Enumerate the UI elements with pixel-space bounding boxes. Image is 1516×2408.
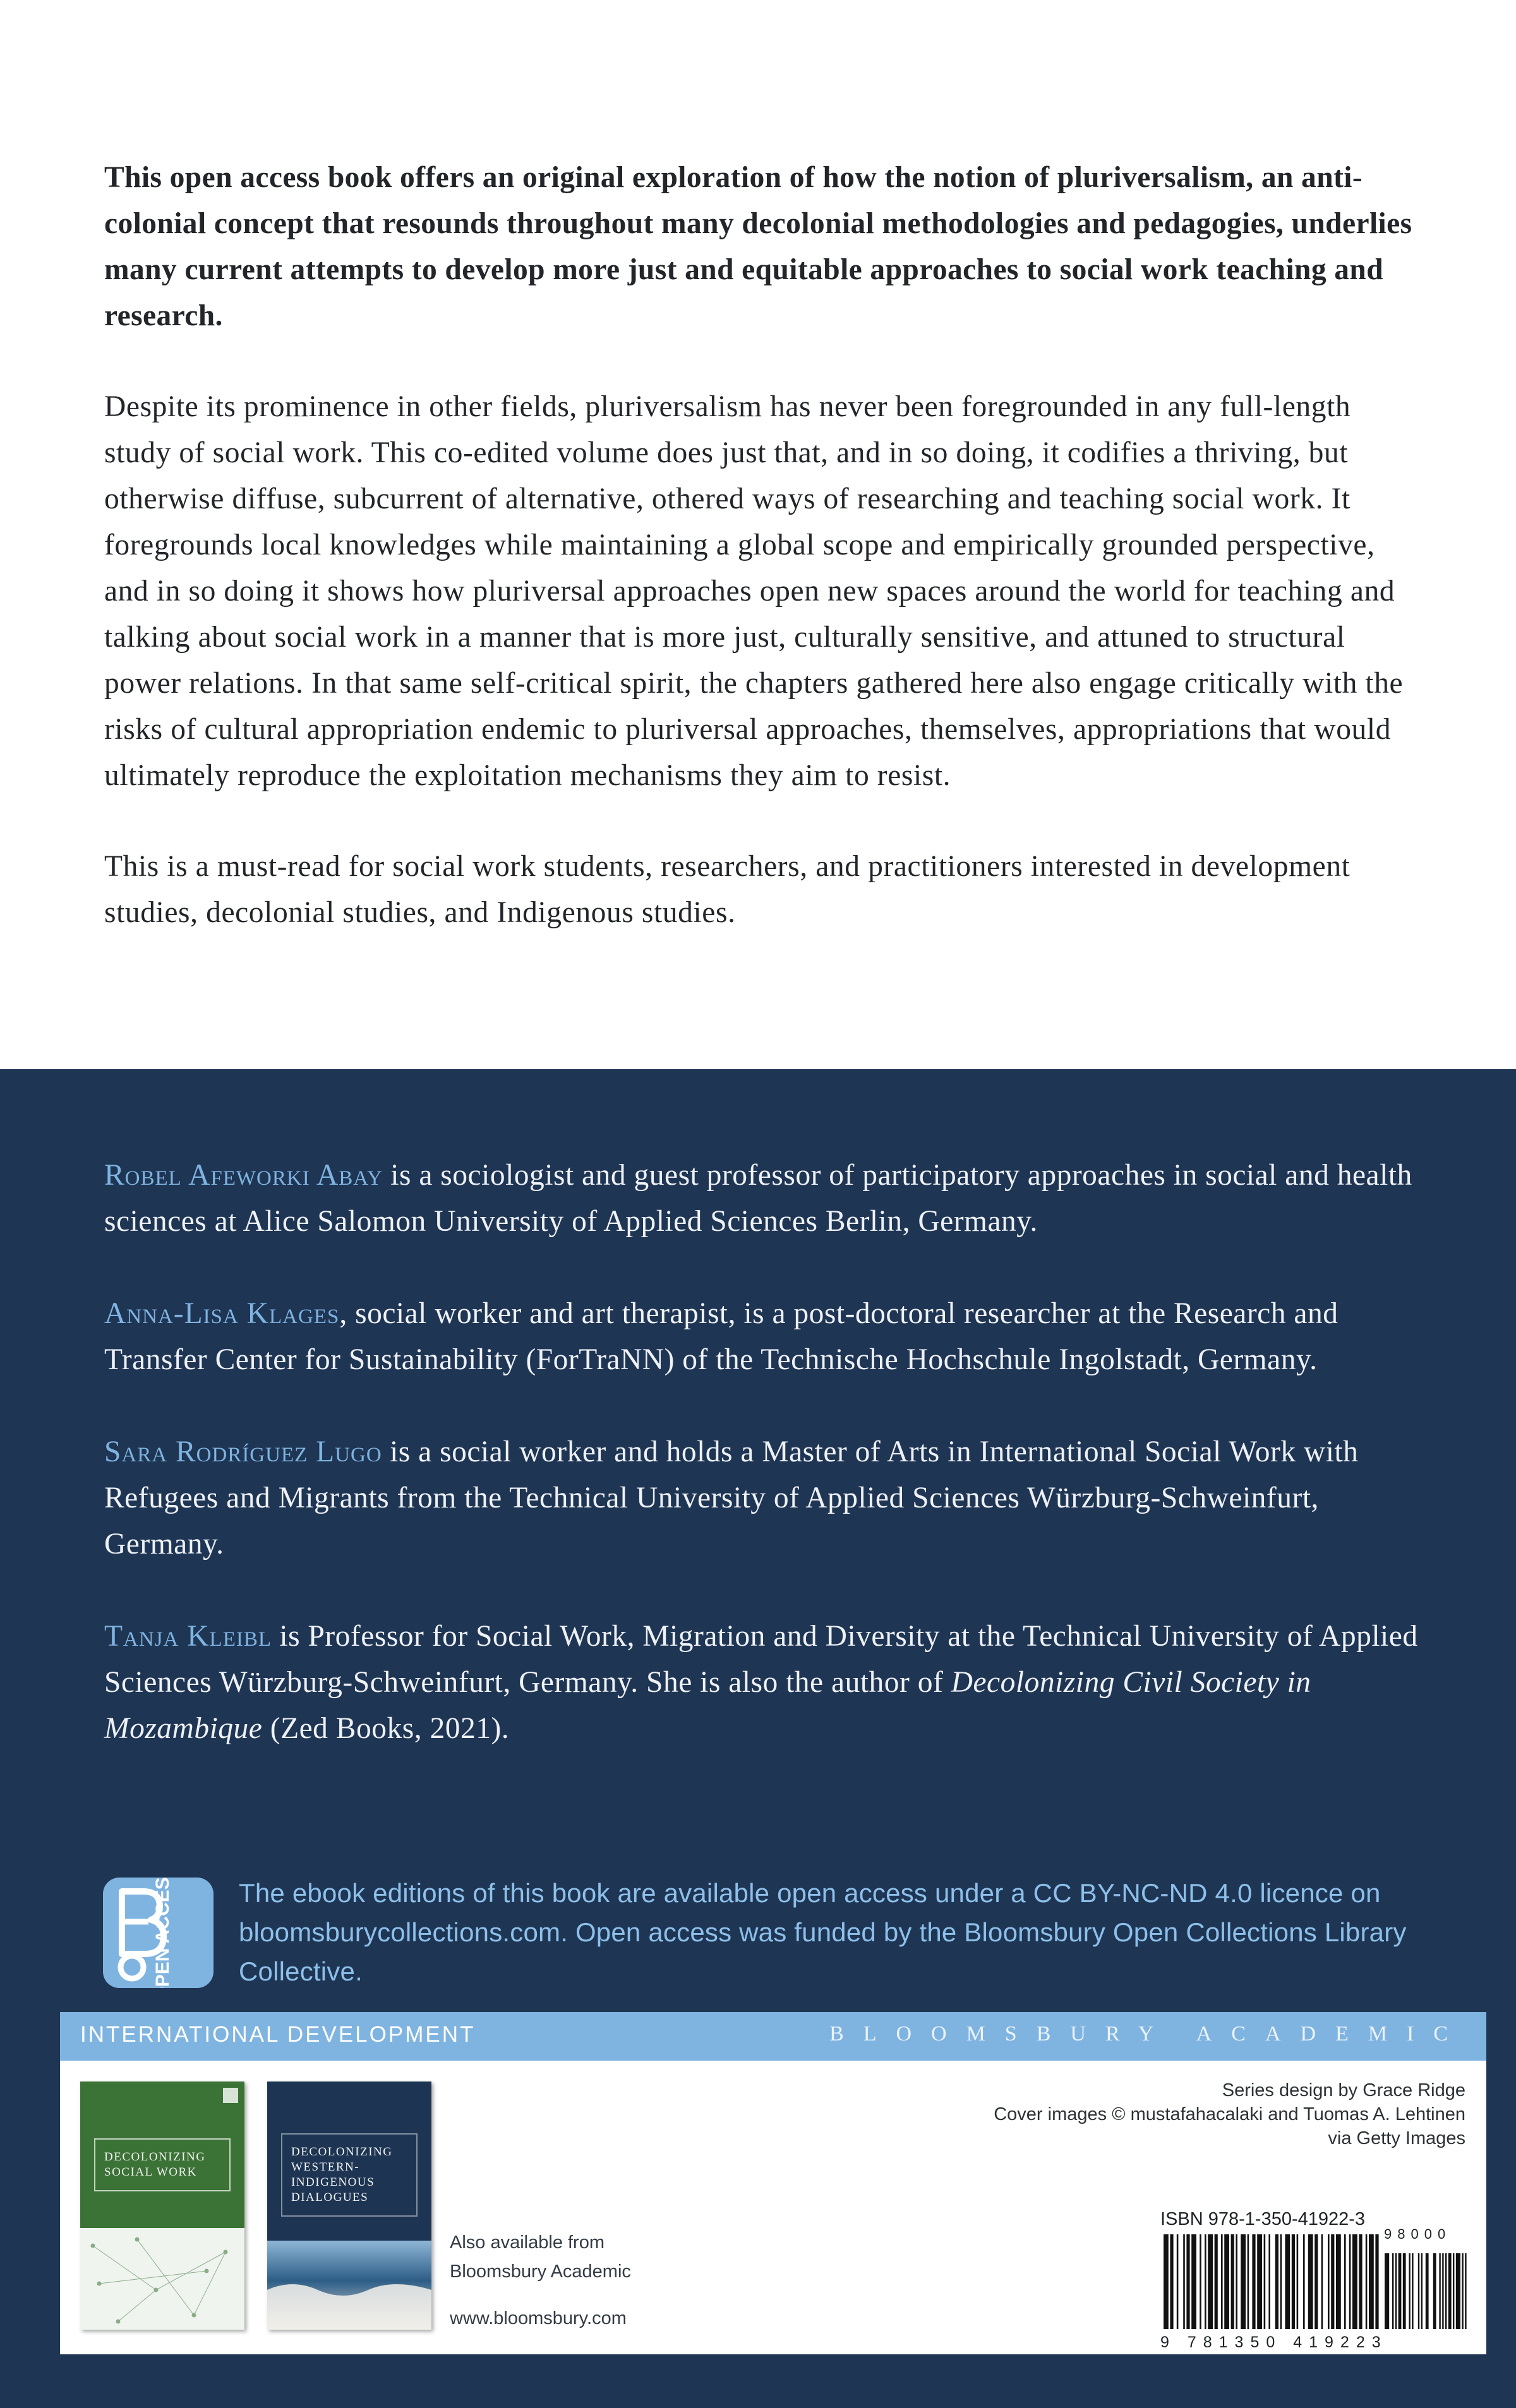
barcode-bar — [1205, 2234, 1206, 2329]
barcode-bar — [1366, 2234, 1368, 2329]
barcode-bar — [1426, 2253, 1429, 2329]
barcode-bar — [1442, 2253, 1443, 2329]
barcode-bar — [1328, 2234, 1330, 2329]
barcode-bar — [1257, 2234, 1262, 2329]
barcode-bar — [1186, 2234, 1189, 2329]
barcode-bar — [1191, 2234, 1196, 2329]
author-name: Robel Afeworki Abay — [104, 1159, 383, 1192]
barcode-bar — [1352, 2234, 1357, 2329]
barcode-bar — [1264, 2234, 1266, 2329]
blurb-closing: This is a must-read for social work students, researchers, and practitioners interested in development studies, decolonial studies, and Indigenous studies. — [104, 850, 1351, 929]
barcode-bar — [1421, 2253, 1423, 2329]
series-band — [60, 2012, 1486, 2061]
barcode-bar — [1241, 2234, 1246, 2329]
also-line1: Also available from — [450, 2232, 605, 2253]
barcode-bar — [1462, 2253, 1463, 2329]
related-book-cover — [267, 2082, 431, 2330]
barcode-bar — [1409, 2253, 1410, 2329]
open-access-notice — [103, 1878, 1429, 1991]
barcode-bar — [1453, 2253, 1454, 2329]
cover-title: DECOLONIZING WESTERN-INDIGENOUS DIALOGUES — [291, 2145, 393, 2204]
barcode-bar — [1336, 2234, 1341, 2329]
barcode-bar — [1164, 2234, 1169, 2329]
open-access-text: The ebook editions of this book are available open access under a CC BY-NC-ND 4.0 licence on bloomsburycollections.com. Open access was funded by the Bloomsbury Open Collections Library Collective. — [239, 1878, 1407, 1986]
barcode-icon — [1162, 2234, 1469, 2335]
description-section — [0, 0, 1516, 1069]
barcode-bar — [1308, 2234, 1313, 2329]
barcode-bar — [1349, 2234, 1351, 2329]
bio-klages — [104, 1291, 1437, 1383]
author-name: Anna-Lisa Klages — [104, 1297, 340, 1330]
author-name: Tanja Kleibl — [104, 1620, 272, 1653]
bio-text: is a sociologist and guest professor of participatory approaches in social and health sciences at Alice Salomon University of Applied Sciences Berlin, Germany. — [104, 1159, 1412, 1238]
bio-abay — [104, 1153, 1437, 1245]
blurb — [104, 155, 1418, 981]
barcode-bar — [1456, 2253, 1460, 2329]
author-name: Sara Rodríguez Lugo — [104, 1435, 382, 1468]
barcode-bar — [1445, 2253, 1447, 2329]
publisher-wordmark: BLOOMSBURY ACADEMIC — [829, 2022, 1467, 2046]
barcode-bar — [1224, 2234, 1229, 2329]
barcode-bar — [1297, 2234, 1299, 2329]
barcode-bar — [1369, 2234, 1374, 2329]
barcode-bar — [1215, 2234, 1218, 2329]
barcode-bar — [1385, 2253, 1389, 2329]
barcode-bar — [1221, 2234, 1223, 2329]
barcode-bar — [1331, 2234, 1334, 2329]
barcode-bar — [1321, 2234, 1323, 2329]
back-panel — [60, 2061, 1486, 2354]
barcode-bar — [1412, 2253, 1413, 2329]
barcode-bar — [1399, 2253, 1402, 2329]
related-book-cover — [80, 2082, 244, 2330]
bio-tail: (Zed Books, 2021). — [262, 1712, 510, 1745]
barcode-bar — [1252, 2234, 1255, 2329]
price-code: 98000 — [1384, 2226, 1452, 2242]
barcode-bar — [1314, 2234, 1318, 2329]
cover-credits — [994, 2078, 1465, 2150]
barcode-bar — [1344, 2234, 1346, 2329]
barcode-bar — [1268, 2234, 1270, 2329]
barcode-bar — [1448, 2253, 1452, 2329]
barcode-bar — [1433, 2253, 1436, 2329]
barcode-bar — [1280, 2234, 1282, 2329]
barcode-bar — [1439, 2253, 1440, 2329]
bio-kleibl — [104, 1614, 1437, 1752]
bio-text: , social worker and art therapist, is a post-doctoral researcher at the Research and Transfer Center for Sustainability (ForTraNN) of the Technische Hochschule Ingolstadt, Germany. — [104, 1297, 1339, 1376]
sea-photo — [267, 2082, 431, 2330]
network-graphic — [80, 2082, 244, 2330]
credit-line: Series design by Grace Ridge — [1222, 2080, 1465, 2100]
author-section — [0, 1069, 1516, 2408]
blurb-body: Despite its prominence in other fields, pluriversalism has never been foregrounded in any full-length study of social work. This co-edited volume does just that, and in so doing, it codifies a thriving, but otherwise diffuse, subcurrent of alternative, othered ways of researching and teaching social work. It foregrounds local knowledges while maintaining a global scope and empirically grounded perspective, and in so doing it shows how pluriversal approaches open new spaces around the world for teaching and talking about social work in a manner that is more just, culturally sensitive, and attuned to structural power relations. In that same self-critical spirit, the chapters gathered here also engage critically with the risks of cultural appropriation endemic to pluriversal approaches, themselves, appropriations that would ultimately reproduce the exploitation mechanisms they aim to resist. — [104, 390, 1404, 792]
series-name: INTERNATIONAL DEVELOPMENT — [80, 2022, 476, 2047]
barcode-bar — [1208, 2234, 1213, 2329]
barcode-bar — [1275, 2234, 1278, 2329]
bio-text: is a social worker and holds a Master of Arts in International Social Work with Refugees and Migrants from the Technical University of Applied Sciences Würzburg-Schweinfurt, Germany. — [104, 1435, 1359, 1560]
barcode-bar — [1248, 2234, 1249, 2329]
barcode-bar — [1231, 2234, 1234, 2329]
barcode-bar — [1170, 2234, 1173, 2329]
isbn-label: ISBN 978-1-350-41922-3 — [1160, 2209, 1366, 2229]
cover-title: DECOLONIZING SOCIAL WORK — [104, 2150, 206, 2179]
barcode-bar — [1359, 2234, 1362, 2329]
blurb-lead: This open access book offers an original exploration of how the notion of pluriversalism, an anti-colonial concept that resounds throughout many decolonial methodologies and pedagogies, underlies many current attempts to develop more just and equitable approaches to social work teaching and research. — [104, 161, 1412, 332]
also-line2: Bloomsbury Academic — [450, 2261, 631, 2282]
svg-text:OPEN ACCESS: OPEN ACCESS — [152, 1878, 173, 1988]
barcode-bar — [1200, 2234, 1201, 2329]
barcode-digits: 9 781350 419223 — [1160, 2333, 1388, 2351]
open-access-icon — [103, 1878, 214, 1988]
bio-text: is Professor for Social Work, Migration and Diversity at the Technical University of Applied Sciences Würzburg-Schweinfurt, Germany. She is also the author of — [104, 1620, 1418, 1699]
bio-rodriguez-lugo — [104, 1429, 1437, 1567]
barcode-bar — [1236, 2234, 1237, 2329]
barcode-bar — [1418, 2253, 1419, 2329]
book-title: Decolonizing Civil Society in Mozambique — [104, 1666, 1311, 1745]
credit-line: Cover images © mustafahacalaki and Tuomas A. Lehtinen — [994, 2104, 1465, 2124]
barcode-bar — [1465, 2253, 1466, 2329]
publisher-website-link[interactable]: www.bloomsbury.com — [450, 2308, 627, 2328]
barcode-bar — [1292, 2234, 1295, 2329]
author-bios — [104, 1153, 1437, 1798]
credit-line: via Getty Images — [1328, 2128, 1465, 2148]
barcode-bar — [1392, 2253, 1393, 2329]
barcode-bar — [1303, 2234, 1305, 2329]
barcode-bar — [1177, 2234, 1179, 2329]
also-available — [450, 2228, 631, 2333]
barcode-bar — [1395, 2253, 1397, 2329]
barcode-bar — [1285, 2234, 1290, 2329]
barcode-bar — [1183, 2234, 1185, 2329]
barcode-bar — [1375, 2234, 1378, 2329]
barcode-bar — [1403, 2253, 1406, 2329]
